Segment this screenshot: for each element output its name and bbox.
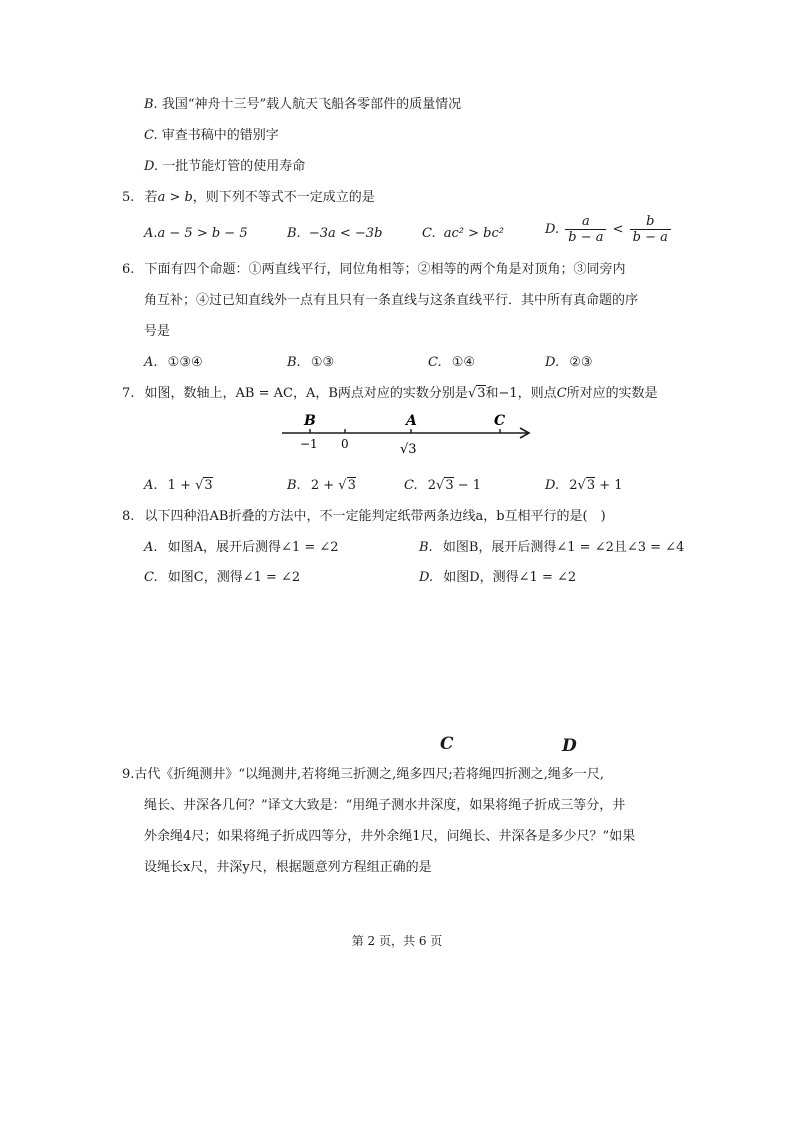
- option-text: −3a < −3b: [308, 226, 383, 241]
- numerator: a: [565, 214, 606, 230]
- option-text: 如图C，测得∠1 = ∠2: [167, 570, 301, 585]
- option-text: 1 +: [167, 478, 196, 493]
- stem-text: 若: [144, 190, 158, 205]
- q6-line3: 号是: [144, 324, 171, 339]
- q5-option-c: [422, 224, 504, 244]
- q9-line1: 9.古代《折绳测井》“以绳测井,若将绳三折测之,绳多四尺;若将绳四折测之,绳多一尺,: [122, 767, 604, 782]
- point-var: C: [556, 386, 567, 401]
- q9-line2: 绳长、井深各几何？”译文大致是：“用绳子测水井深度，如果将绳子折成三等分，井: [144, 798, 626, 813]
- figure-label-c: C: [440, 734, 454, 754]
- radicand: 3: [477, 386, 486, 401]
- radicand: 3: [204, 478, 213, 493]
- option-label: B.: [144, 97, 158, 112]
- radicand: 3: [347, 478, 356, 493]
- q7-option-c: [404, 476, 481, 496]
- point-label-c: C: [494, 413, 506, 429]
- stem-text: 以下四种沿AB折叠的方法中，不一定能判定纸带两条边线a，b互相平行的是( ): [144, 509, 606, 524]
- option-label: A.: [144, 355, 158, 370]
- q7-stem: [122, 384, 658, 404]
- sqrt: √3: [338, 478, 356, 493]
- option-text: 2: [427, 478, 437, 493]
- sqrt: √3: [436, 478, 454, 493]
- denominator: b − a: [632, 230, 668, 245]
- q6-line1: [122, 260, 626, 280]
- q5-stem: [122, 188, 375, 208]
- q8-stem: [122, 507, 606, 527]
- q8-option-d: [419, 568, 576, 588]
- question-number: 8.: [122, 509, 135, 524]
- option-text: ②③: [569, 355, 593, 370]
- option-text: 如图B，展开后测得∠1 = ∠2且∠3 = ∠4: [442, 540, 685, 555]
- radicand: 3: [586, 478, 596, 493]
- q4-option-b: [144, 95, 461, 115]
- option-text: 审查书稿中的错别字: [161, 128, 279, 143]
- figure-label-d: D: [562, 736, 577, 756]
- option-text: 如图A，展开后测得∠1 = ∠2: [167, 540, 339, 555]
- stem-text: ，则下列不等式不一定成立的是: [192, 190, 375, 205]
- q9-line4: 设绳长x尺，井深y尺，根据题意列方程组正确的是: [144, 860, 432, 875]
- q6-line2: 角互补；④过已知直线外一点有且只有一条直线与这条直线平行．其中所有真命题的序: [144, 293, 639, 308]
- q6-option-a: [144, 353, 203, 373]
- question-number: 5.: [122, 190, 135, 205]
- option-label: B.: [287, 226, 301, 241]
- option-label: B.: [419, 540, 433, 555]
- fraction: [565, 214, 606, 245]
- point-label-a: A: [406, 413, 417, 429]
- option-label: C.: [422, 226, 436, 241]
- option-label: D.: [144, 159, 159, 174]
- q9-line3: 外余绳4尺；如果将绳子折成四等分，井外余绳1尺，问绳长、井深各是多少尺？”如果: [144, 829, 636, 844]
- stem-text: 所对应的实数是: [566, 386, 658, 401]
- q8-option-b: [419, 538, 684, 558]
- q5-option-a: A.a − 5 > b − 5: [144, 226, 248, 241]
- q8-option-a: [144, 538, 339, 558]
- q4-option-d: [144, 157, 305, 177]
- option-text: 一批节能灯管的使用寿命: [162, 159, 306, 174]
- number-line-figure: [278, 410, 538, 460]
- radicand: 3: [445, 478, 454, 493]
- point-label-b: B: [304, 413, 316, 429]
- option-label: C.: [144, 570, 158, 585]
- tick-label-sqrt3: √3: [400, 442, 417, 457]
- option-label: B.: [287, 478, 301, 493]
- option-label: B.: [287, 355, 301, 370]
- option-text: 我国“神舟十三号”载人航天飞船各零部件的质量情况: [161, 97, 462, 112]
- fraction: [630, 214, 671, 245]
- q7-option-a: [144, 476, 213, 496]
- sqrt: √3: [577, 478, 596, 493]
- question-number: 7.: [122, 386, 135, 401]
- option-label: C.: [428, 355, 442, 370]
- q8-option-c: [144, 568, 300, 588]
- q7-option-d: [545, 476, 623, 496]
- option-label: C.: [144, 128, 158, 143]
- sqrt: √3: [467, 386, 486, 401]
- option-label: A.: [144, 478, 158, 493]
- option-label: A.: [144, 540, 158, 555]
- option-text: ①④: [451, 355, 476, 370]
- option-text: 2 +: [310, 478, 339, 493]
- stem-text: 和−1，则点: [485, 386, 557, 401]
- relation: <: [612, 222, 624, 237]
- numerator: b: [630, 214, 671, 230]
- option-text: ①③④: [167, 355, 203, 370]
- q6-option-c: [428, 353, 475, 373]
- option-text: ac² > bc²: [443, 226, 504, 241]
- q6-option-b: [287, 353, 334, 373]
- condition: a > b: [157, 190, 193, 205]
- option-text: ①③: [310, 355, 335, 370]
- q6-option-d: [545, 353, 593, 373]
- option-text: + 1: [595, 478, 623, 493]
- option-text: − 1: [453, 478, 482, 493]
- page-footer: 第 2 页，共 6 页: [351, 934, 443, 948]
- q5-option-b: [287, 224, 382, 244]
- sqrt: √3: [195, 478, 213, 493]
- option-label: C.: [404, 478, 418, 493]
- question-number: 6.: [122, 262, 135, 277]
- option-label: D.: [545, 355, 560, 370]
- option-label: D.: [419, 570, 434, 585]
- option-label: D.: [545, 222, 560, 237]
- denominator: b − a: [568, 230, 604, 245]
- tick-label-minus1: −1: [300, 437, 318, 451]
- stem-text: 如图，数轴上，AB = AC，A，B两点对应的实数分别是: [144, 386, 468, 401]
- option-text: 2: [569, 478, 578, 493]
- tick-label-zero: 0: [341, 437, 349, 451]
- option-label: D.: [545, 478, 560, 493]
- option-text: 如图D，测得∠1 = ∠2: [443, 570, 577, 585]
- q4-option-c: [144, 126, 279, 146]
- q5-option-d: [545, 214, 673, 245]
- stem-text: 下面有四个命题：①两直线平行，同位角相等；②相等的两个角是对顶角；③同旁内: [144, 262, 626, 277]
- q7-option-b: [287, 476, 356, 496]
